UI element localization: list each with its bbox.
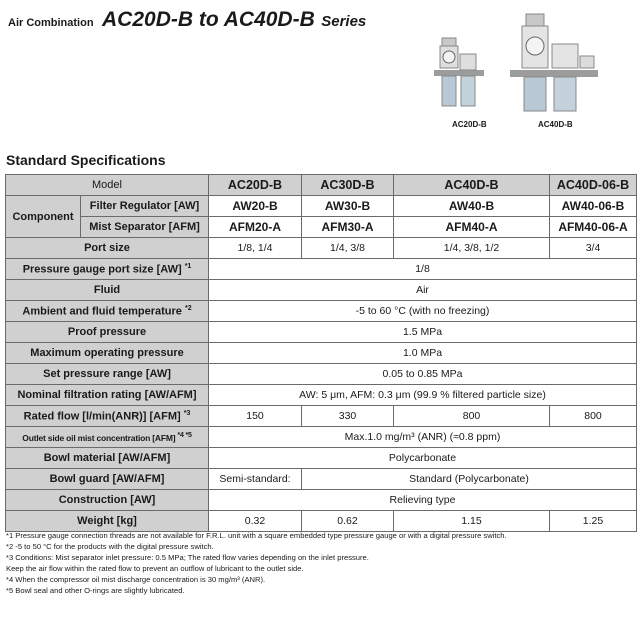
table-row-set-pressure-range bbox=[6, 364, 637, 385]
weight-cell: 1.25 bbox=[550, 511, 637, 532]
footnote-ref: *3 bbox=[183, 409, 191, 417]
model-cell: AC20D-B bbox=[209, 175, 302, 196]
filtration-value: AW: 5 μm, AFM: 0.3 μm (99.9 % filtered particle size) bbox=[209, 385, 637, 406]
port-size-cell: 3/4 bbox=[550, 238, 637, 259]
mist-separator-cell: AFM20-A bbox=[209, 217, 302, 238]
page-header bbox=[8, 8, 366, 32]
footnote-ref: *2 bbox=[184, 304, 192, 312]
filtration-label: Nominal filtration rating [AW/AFM] bbox=[6, 385, 209, 406]
section-title: Standard Specifications bbox=[6, 152, 166, 168]
footnote: *5 Bowl seal and other O-rings are slightly lubricated. bbox=[6, 586, 185, 595]
model-cell: AC30D-B bbox=[302, 175, 394, 196]
oil-mist-label: Outlet side oil mist concentration [AFM] $^{*4 *5}$ bbox=[6, 427, 209, 448]
table-row-gauge-port bbox=[6, 259, 637, 280]
header-prefix: Air Combination bbox=[8, 17, 94, 29]
table-row-construction bbox=[6, 490, 637, 511]
max-operating-pressure-label: Maximum operating pressure bbox=[6, 343, 209, 364]
construction-value: Relieving type bbox=[209, 490, 637, 511]
footnote-ref: *4 *5 bbox=[177, 431, 192, 439]
product-caption-ac20d: AC20D-B bbox=[452, 120, 487, 129]
rated-flow-cell: 330 bbox=[302, 406, 394, 427]
model-cell: AC40D-B bbox=[394, 175, 550, 196]
footnote: *3 Conditions: Mist separator inlet pressure: 0.5 MPa; The rated flow varies depending on the inlet pressure. bbox=[6, 553, 369, 562]
rated-flow-cell: 800 bbox=[550, 406, 637, 427]
component-label: Component bbox=[6, 196, 81, 238]
oil-mist-value: Max.1.0 mg/m³ (ANR) (≈0.8 ppm) bbox=[209, 427, 637, 448]
filter-regulator-cell: AW30-B bbox=[302, 196, 394, 217]
fluid-label: Fluid bbox=[6, 280, 209, 301]
rated-flow-cell: 150 bbox=[209, 406, 302, 427]
table-row-port-size bbox=[6, 238, 637, 259]
bowl-guard-rest: Standard (Polycarbonate) bbox=[302, 469, 637, 490]
table-row-weight bbox=[6, 511, 637, 532]
product-caption-ac40d: AC40D-B bbox=[538, 120, 573, 129]
table-row-rated-flow bbox=[6, 406, 637, 427]
weight-cell: 1.15 bbox=[394, 511, 550, 532]
weight-label: Weight [kg] bbox=[6, 511, 209, 532]
ac40d-unit-image bbox=[510, 14, 598, 111]
temperature-label: Ambient and fluid temperature $^{*2}$ bbox=[6, 301, 209, 322]
footnote: *2 -5 to 50 °C for the products with the digital pressure switch. bbox=[6, 542, 214, 551]
filter-regulator-cell: AW20-B bbox=[209, 196, 302, 217]
temperature-value: -5 to 60 °C (with no freezing) bbox=[209, 301, 637, 322]
max-operating-pressure-value: 1.0 MPa bbox=[209, 343, 637, 364]
footnote: *4 When the compressor oil mist discharge concentration is 30 mg/m³ (ANR). bbox=[6, 575, 266, 584]
product-illustration bbox=[428, 10, 640, 120]
footnote: *1 Pressure gauge connection threads are not available for F.R.L. unit with a square embedded type pressure gauge or with a digital pressure switch. bbox=[6, 531, 507, 540]
bowl-material-label: Bowl material [AW/AFM] bbox=[6, 448, 209, 469]
table-row-filtration bbox=[6, 385, 637, 406]
gauge-port-value: 1/8 bbox=[209, 259, 637, 280]
model-cell: AC40D-06-B bbox=[550, 175, 637, 196]
footnote-ref: *1 bbox=[184, 262, 192, 270]
fluid-value: Air bbox=[209, 280, 637, 301]
construction-label: Construction [AW] bbox=[6, 490, 209, 511]
gauge-port-label: Pressure gauge port size [AW] $^{*1}$ bbox=[6, 259, 209, 280]
spec-table bbox=[5, 174, 637, 532]
table-row-bowl-guard bbox=[6, 469, 637, 490]
port-size-cell: 1/4, 3/8, 1/2 bbox=[394, 238, 550, 259]
series-title: AC20D-B to AC40D-B bbox=[102, 8, 315, 31]
filter-regulator-cell: AW40-B bbox=[394, 196, 550, 217]
ac20d-unit-image bbox=[434, 38, 484, 106]
weight-cell: 0.62 bbox=[302, 511, 394, 532]
footnotes bbox=[6, 530, 636, 596]
port-size-cell: 1/8, 1/4 bbox=[209, 238, 302, 259]
table-row-fluid bbox=[6, 280, 637, 301]
weight-cell: 0.32 bbox=[209, 511, 302, 532]
proof-pressure-value: 1.5 MPa bbox=[209, 322, 637, 343]
mist-separator-cell: AFM40-A bbox=[394, 217, 550, 238]
proof-pressure-label: Proof pressure bbox=[6, 322, 209, 343]
bowl-material-value: Polycarbonate bbox=[209, 448, 637, 469]
table-row-max-operating-pressure bbox=[6, 343, 637, 364]
table-row-oil-mist bbox=[6, 427, 637, 448]
rated-flow-label: Rated flow [l/min(ANR)] [AFM] $^{*3}$ bbox=[6, 406, 209, 427]
set-pressure-range-value: 0.05 to 0.85 MPa bbox=[209, 364, 637, 385]
mist-separator-cell: AFM30-A bbox=[302, 217, 394, 238]
footnote: Keep the air flow within the rated flow to prevent an outflow of lubricant to the outlet side. bbox=[6, 564, 304, 573]
mist-separator-label: Mist Separator [AFM] bbox=[81, 217, 209, 238]
port-size-label: Port size bbox=[6, 238, 209, 259]
series-word: Series bbox=[321, 13, 367, 30]
rated-flow-cell: 800 bbox=[394, 406, 550, 427]
product-images bbox=[428, 10, 640, 130]
table-row-filter-regulator bbox=[6, 196, 637, 217]
model-label: Model bbox=[6, 175, 209, 196]
port-size-cell: 1/4, 3/8 bbox=[302, 238, 394, 259]
table-row-model bbox=[6, 175, 637, 196]
table-row-proof-pressure bbox=[6, 322, 637, 343]
filter-regulator-label: Filter Regulator [AW] bbox=[81, 196, 209, 217]
bowl-guard-first: Semi-standard: bbox=[209, 469, 302, 490]
filter-regulator-cell: AW40-06-B bbox=[550, 196, 637, 217]
mist-separator-cell: AFM40-06-A bbox=[550, 217, 637, 238]
table-row-bowl-material bbox=[6, 448, 637, 469]
table-row-temperature bbox=[6, 301, 637, 322]
set-pressure-range-label: Set pressure range [AW] bbox=[6, 364, 209, 385]
bowl-guard-label: Bowl guard [AW/AFM] bbox=[6, 469, 209, 490]
table-row-mist-separator bbox=[6, 217, 637, 238]
